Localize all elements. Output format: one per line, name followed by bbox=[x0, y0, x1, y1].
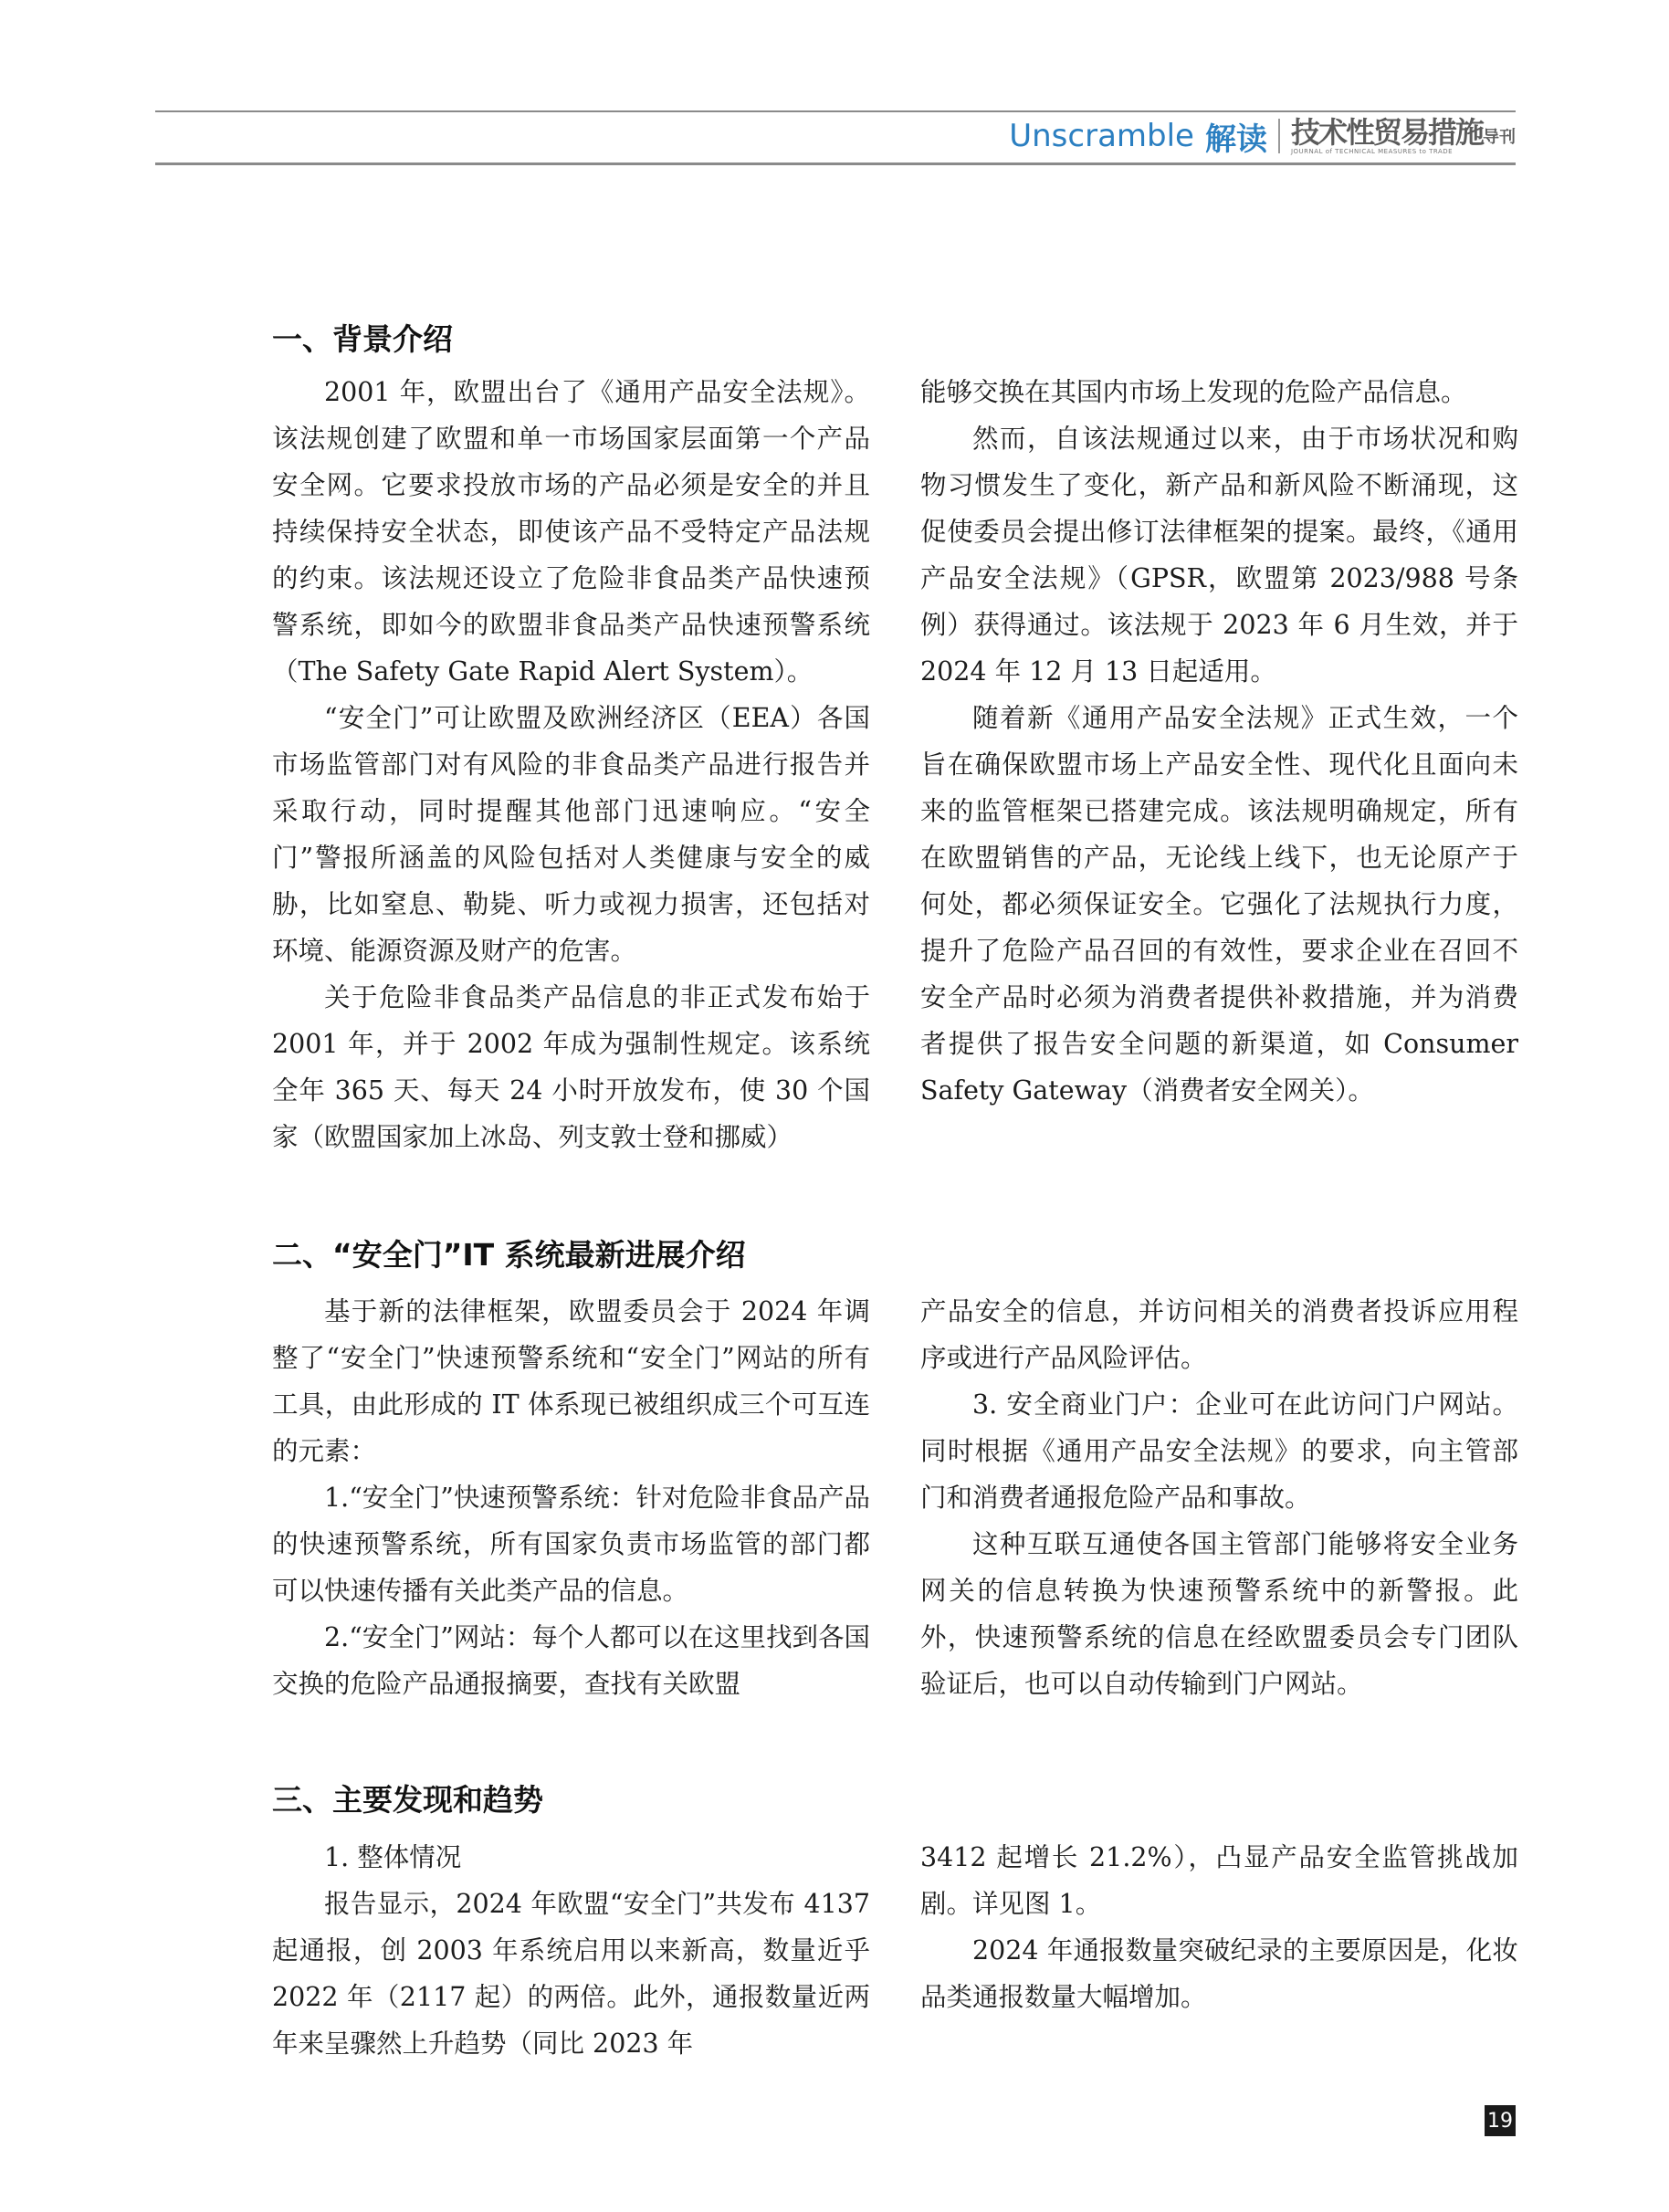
section2-left-column bbox=[272, 1288, 870, 1707]
section-heading-background: 一、背景介绍 bbox=[272, 321, 453, 357]
header-english-label: Unscramble bbox=[1009, 118, 1194, 154]
section1-right-column bbox=[920, 369, 1518, 1114]
paragraph: 2001 年，欧盟出台了《通用产品安全法规》。该法规创建了欧盟和单一市场国家层面第一个产品安全网。它要求投放市场的产品必须是安全的并且持续保持安全状态，即使该产品不受特定产品法规的约束。该法规还设立了危险非食品类产品快速预警系统，即如今的欧盟非食品类产品快速预警系统（The Safety Gate Rapid Alert System）。 bbox=[272, 377, 870, 687]
header-bottom-rule bbox=[155, 162, 1516, 165]
paragraph-continued: 能够交换在其国内市场上发现的危险产品信息。 bbox=[920, 377, 1467, 407]
paragraph: 2.“安全门”网站：每个人都可以在这里找到各国交换的危险产品通报摘要，查找有关欧盟 bbox=[272, 1622, 870, 1699]
paragraph: 报告显示，2024 年欧盟“安全门”共发布 4137 起通报，创 2003 年系统启用以来新高，数量近乎 2022 年（2117 起）的两倍。此外，通报数量近两年来呈骤然上升趋势（同比 2023 年 bbox=[272, 1889, 870, 2059]
paragraph: 1. 整体情况 bbox=[324, 1842, 462, 1872]
running-header bbox=[1009, 114, 1516, 158]
section2-right-column bbox=[920, 1288, 1518, 1707]
paragraph-continued: 产品安全的信息，并访问相关的消费者投诉应用程序或进行产品风险评估。 bbox=[920, 1296, 1518, 1373]
paragraph-continued: 3412 起增长 21.2%），凸显产品安全监管挑战加剧。详见图 1。 bbox=[920, 1842, 1518, 1919]
journal-name-text: 技术性贸易措施 bbox=[1290, 114, 1483, 150]
journal-subtitle: JOURNAL of TECHNICAL MEASURES to TRADE bbox=[1290, 147, 1454, 155]
paragraph: 关于危险非食品类产品信息的非正式发布始于 2001 年，并于 2002 年成为强制性规定。该系统全年 365 天、每天 24 小时开放发布，使 30 个国家（欧盟国家加上冰岛、列支敦士登和挪威） bbox=[272, 982, 870, 1152]
page-number: 19 bbox=[1485, 2105, 1516, 2136]
section3-right-column bbox=[920, 1834, 1518, 2020]
section-heading-safety-gate-it: 二、“安全门”IT 系统最新进展介绍 bbox=[272, 1237, 746, 1273]
journal-name bbox=[1290, 114, 1516, 150]
section3-left-column bbox=[272, 1834, 870, 2067]
header-separator bbox=[1278, 119, 1280, 153]
paragraph: 1.“安全门”快速预警系统：针对危险非食品产品的快速预警系统，所有国家负责市场监管的部门都可以快速传播有关此类产品的信息。 bbox=[272, 1483, 870, 1606]
paragraph: “安全门”可让欧盟及欧洲经济区（EEA）各国市场监管部门对有风险的非食品类产品进行报告并采取行动，同时提醒其他部门迅速响应。“安全门”警报所涵盖的风险包括对人类健康与安全的威胁，比如窒息、勒毙、听力或视力损害，还包括对环境、能源资源及财产的危害。 bbox=[272, 703, 870, 966]
journal-logo bbox=[1290, 114, 1516, 155]
header-chinese-label: 解读 bbox=[1204, 121, 1267, 158]
paragraph: 随着新《通用产品安全法规》正式生效，一个旨在确保欧盟市场上产品安全性、现代化且面向未来的监管框架已搭建完成。该法规明确规定，所有在欧盟销售的产品，无论线上线下，也无论原产于何处，都必须保证安全。它强化了法规执行力度，提升了危险产品召回的有效性，要求企业在召回不安全产品时必须为消费者提供补救措施，并为消费者提供了报告安全问题的新渠道，如 Consumer Safety Gateway（消费者安全网关）。 bbox=[920, 703, 1518, 1106]
paragraph: 3. 安全商业门户：企业可在此访问门户网站。同时根据《通用产品安全法规》的要求，向主管部门和消费者通报危险产品和事故。 bbox=[920, 1389, 1518, 1513]
paragraph: 2024 年通报数量突破纪录的主要原因是，化妆品类通报数量大幅增加。 bbox=[920, 1935, 1518, 2012]
journal-suffix: 导刊 bbox=[1483, 127, 1516, 147]
paragraph: 基于新的法律框架，欧盟委员会于 2024 年调整了“安全门”快速预警系统和“安全门”网站的所有工具，由此形成的 IT 体系现已被组织成三个可互连的元素： bbox=[272, 1296, 870, 1466]
section1-left-column bbox=[272, 369, 870, 1160]
section-heading-findings: 三、主要发现和趋势 bbox=[272, 1782, 543, 1818]
paragraph: 这种互联互通使各国主管部门能够将安全业务网关的信息转换为快速预警系统中的新警报。此外，快速预警系统的信息在经欧盟委员会专门团队验证后，也可以自动传输到门户网站。 bbox=[920, 1529, 1518, 1699]
header-top-rule bbox=[155, 110, 1516, 112]
paragraph: 然而，自该法规通过以来，由于市场状况和购物习惯发生了变化，新产品和新风险不断涌现，这促使委员会提出修订法律框架的提案。最终，《通用产品安全法规》（GPSR，欧盟第 2023/988 号条例）获得通过。该法规于 2023 年 6 月生效，并于 2024 年 12 月 13 日起适用。 bbox=[920, 424, 1518, 687]
